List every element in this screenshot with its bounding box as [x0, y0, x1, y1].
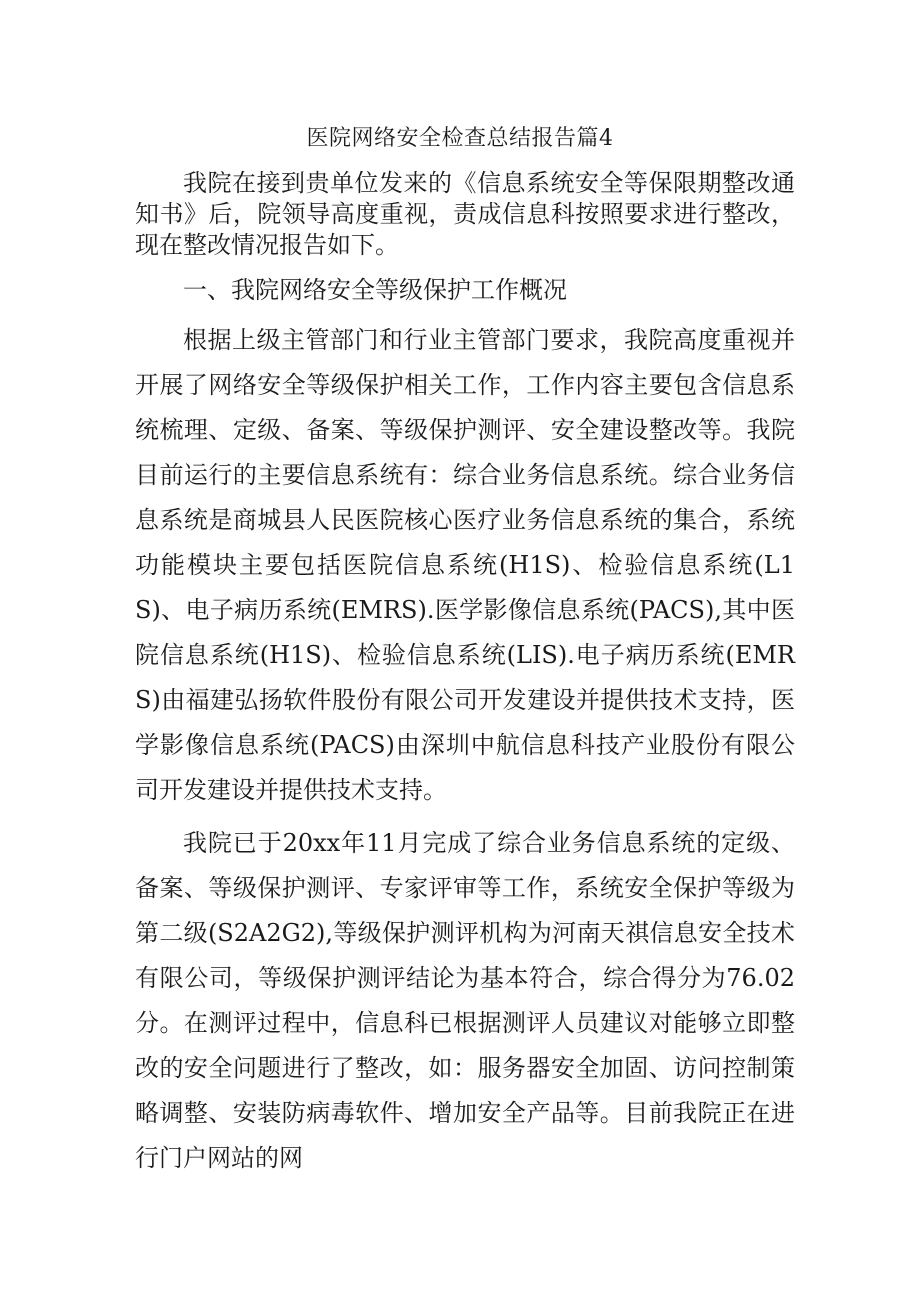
paragraph-progress: 我院已于20xx年11月完成了综合业务信息系统的定级、备案、等级保护测评、专家评审等工作，系统安全保护等级为第二级(S2A2G2),等级保护测评机构为河南天祺信息安全技术有限公司，等级保护测评结论为基本符合，综合得分为76.02分。在测评过程中，信息科已根据测评人员建议对能够立即整改的安全问题进行了整改，如：服务器安全加固、访问控制策略调整、安装防病毒软件、增加安全产品等。目前我院正在进行门户网站的网	[135, 829, 795, 1172]
paragraph-overview: 根据上级主管部门和行业主管部门要求，我院高度重视并开展了网络安全等级保护相关工作，工作内容主要包含信息系统梳理、定级、备案、等级保护测评、安全建设整改等。我院目前运行的主要信息系统有：综合业务信息系统。综合业务信息系统是商城县人民医院核心医疗业务信息系统的集合，系统功能模块主要包括医院信息系统(H1S)、检验信息系统(L1S)、电子病历系统(EMRS).医学影像信息系统(PACS),其中医院信息系统(H1S)、检验信息系统(LIS).电子病历系统(EMRS)由福建弘扬软件股份有限公司开发建设并提供技术支持，医学影像信息系统(PACS)由深圳中航信息科技产业股份有限公司开发建设并提供技术支持。	[135, 326, 795, 804]
document-title: 医院网络安全检查总结报告篇4	[306, 126, 614, 151]
paragraph-intro: 我院在接到贵单位发来的《信息系统安全等保限期整改通知书》后，院领导高度重视，责成信息科按照要求进行整改，现在整改情况报告如下。	[135, 169, 795, 259]
section-heading: 一、我院网络安全等级保护工作概况	[183, 276, 567, 304]
document-body	[135, 168, 795, 1181]
